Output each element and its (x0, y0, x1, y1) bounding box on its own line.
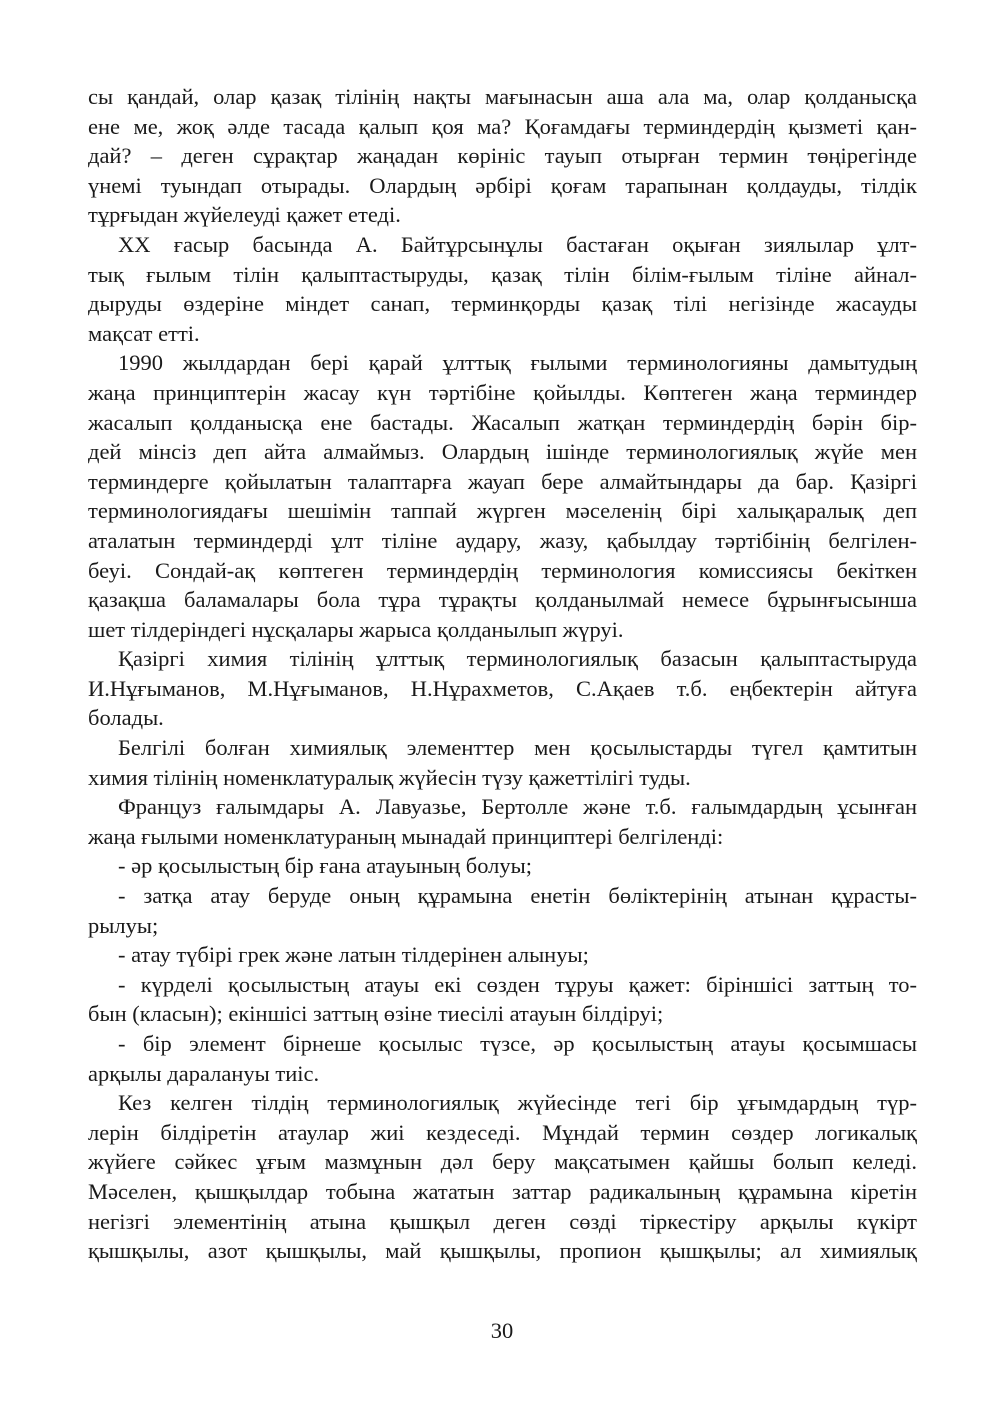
text-line: - бір элемент бірнеше қосылыс түзсе, әр қосылыстың атауы қосымшасы (118, 1031, 917, 1056)
text-line: жаңа ғылыми номенклатураның мынадай принциптері белгіленді: (88, 823, 724, 849)
text-line: 1990 жылдардан бері қарай ұлттық ғылыми терминологияны дамытудың (118, 350, 917, 376)
text-line: И.Нұғыманов, М.Нұғыманов, Н.Нұрахметов, С.Ақаев т.б. еңбектерін айтуға (88, 675, 917, 701)
text-line: мақсат етті. (88, 320, 200, 346)
text-line: Мәселен, қышқылдар тобына жататын заттар радикалының құрамына кіретін (88, 1178, 917, 1204)
text-line: қышқылы, азот қышқылы, май қышқылы, пропион қышқылы; ал химиялық (88, 1238, 917, 1264)
text-line: беуі. Сондай-ақ көптеген терминдердің терминология комиссиясы бекіткен (88, 557, 917, 583)
text-line: Кез келген тілдің терминологиялық жүйесінде тегі бір ұғымдардың түр- (118, 1090, 917, 1116)
paragraph (88, 1088, 917, 1266)
text-line: қазақша баламалары бола тұра тұрақты қолданылмай немесе бұрынғысынша (88, 587, 917, 613)
paragraph (88, 970, 917, 1029)
paragraph (88, 644, 917, 733)
text-line: дыруды өздеріне міндет санап, терминқорды қазақ тілі негізінде жасауды (88, 291, 917, 317)
paragraph (88, 733, 917, 792)
text-line: - затқа атау беруде оның құрамына енетін бөліктерінің атынан құрасты- (118, 883, 917, 909)
text-line: бын (класын); екіншісі заттың өзіне тиесілі атауын білдіруі; (88, 1001, 664, 1027)
text-line: лерін білдіретін атаулар жиі кездеседі. Мұндай термин сөздер логикалық (88, 1119, 917, 1145)
text-line: шет тілдеріндегі нұсқалары жарыса қолданылып жүруі. (88, 616, 624, 642)
paragraph (88, 1029, 917, 1088)
text-line: химия тілінің номенклатуралық жүйесін түзу қажеттілігі туды. (88, 764, 691, 790)
text-line: рылуы; (88, 912, 159, 938)
text-line: Қазіргі химия тілінің ұлттық терминологиялық базасын қалыптастыруда (118, 646, 917, 672)
text-line: аталатын терминдерді ұлт тіліне аудару, жазу, қабылдау тәртібінің белгілен- (88, 527, 917, 553)
paragraph (88, 230, 917, 348)
paragraph (88, 881, 917, 940)
text-line: жасалып қолданысқа ене бастады. Жасалып жатқан терминдердің бәрін бір- (88, 409, 917, 435)
page-body (88, 82, 917, 1266)
text-line: Белгілі болған химиялық элементтер мен қосылыстарды түгел қамтитын (118, 735, 917, 761)
text-line: - күрделі қосылыстың атауы екі сөзден тұруы қажет: біріншісі заттың то- (118, 971, 917, 997)
text-line: сы қандай, олар қазақ тілінің нақты мағынасын аша ала ма, олар қолданысқа (88, 84, 917, 109)
text-line: терминологиядағы шешімін таппай жүрген мәселенің бірі халықаралық деп (88, 498, 917, 524)
text-line: болады. (88, 705, 164, 731)
text-line: Француз ғалымдары А. Лавуазье, Бертолле және т.б. ғалымдардың ұсынған (118, 794, 917, 820)
text-line: жаңа принциптерін жасау күн тәртібіне қойылды. Көптеген жаңа терминдер (88, 379, 917, 405)
text-line: терминдерге қойылатын талаптарға жауап бере алмайтындары да бар. Қазіргі (88, 468, 917, 494)
text-line: негізгі элементінің атына қышқыл деген сөзді тіркестіру арқылы күкірт (88, 1208, 917, 1234)
text-line: - атау түбірі грек және латын тілдерінен алынуы; (118, 942, 589, 968)
text-line: үнемі туындап отырады. Олардың әрбірі қоғам тарапынан қолдауды, тілдік (88, 172, 917, 198)
text-line: жүйеге сәйкес ұғым мазмұнын дәл беру мақсатымен қайшы болып келеді. (88, 1149, 917, 1175)
text-line: тұрғыдан жүйелеуді қажет етеді. (88, 202, 401, 228)
text-line: дей мінсіз деп айта алмаймыз. Олардың ішінде терминологиялық жүйе мен (88, 439, 917, 465)
text-line: ене ме, жоқ әлде тасада қалып қоя ма? Қоғамдағы терминдердің қызметі қан- (88, 113, 917, 139)
text-line: - әр қосылыстың бір ғана атауының болуы; (118, 853, 533, 879)
paragraph (88, 940, 917, 970)
paragraph (88, 82, 917, 230)
paragraph (88, 851, 917, 881)
paragraph (88, 348, 917, 644)
text-line: тық ғылым тілін қалыптастыруды, қазақ тілін білім-ғылым тіліне айнал- (88, 261, 917, 287)
text-line: арқылы даралануы тиіс. (88, 1060, 320, 1086)
text-line: дай? – деген сұрақтар жаңадан көрініс тауып отырған термин төңірегінде (88, 143, 917, 169)
text-line: XX ғасыр басында А. Байтұрсынұлы бастаған оқыған зиялылар ұлт- (118, 231, 917, 257)
paragraph (88, 792, 917, 851)
page-number: 30 (490, 1318, 514, 1343)
